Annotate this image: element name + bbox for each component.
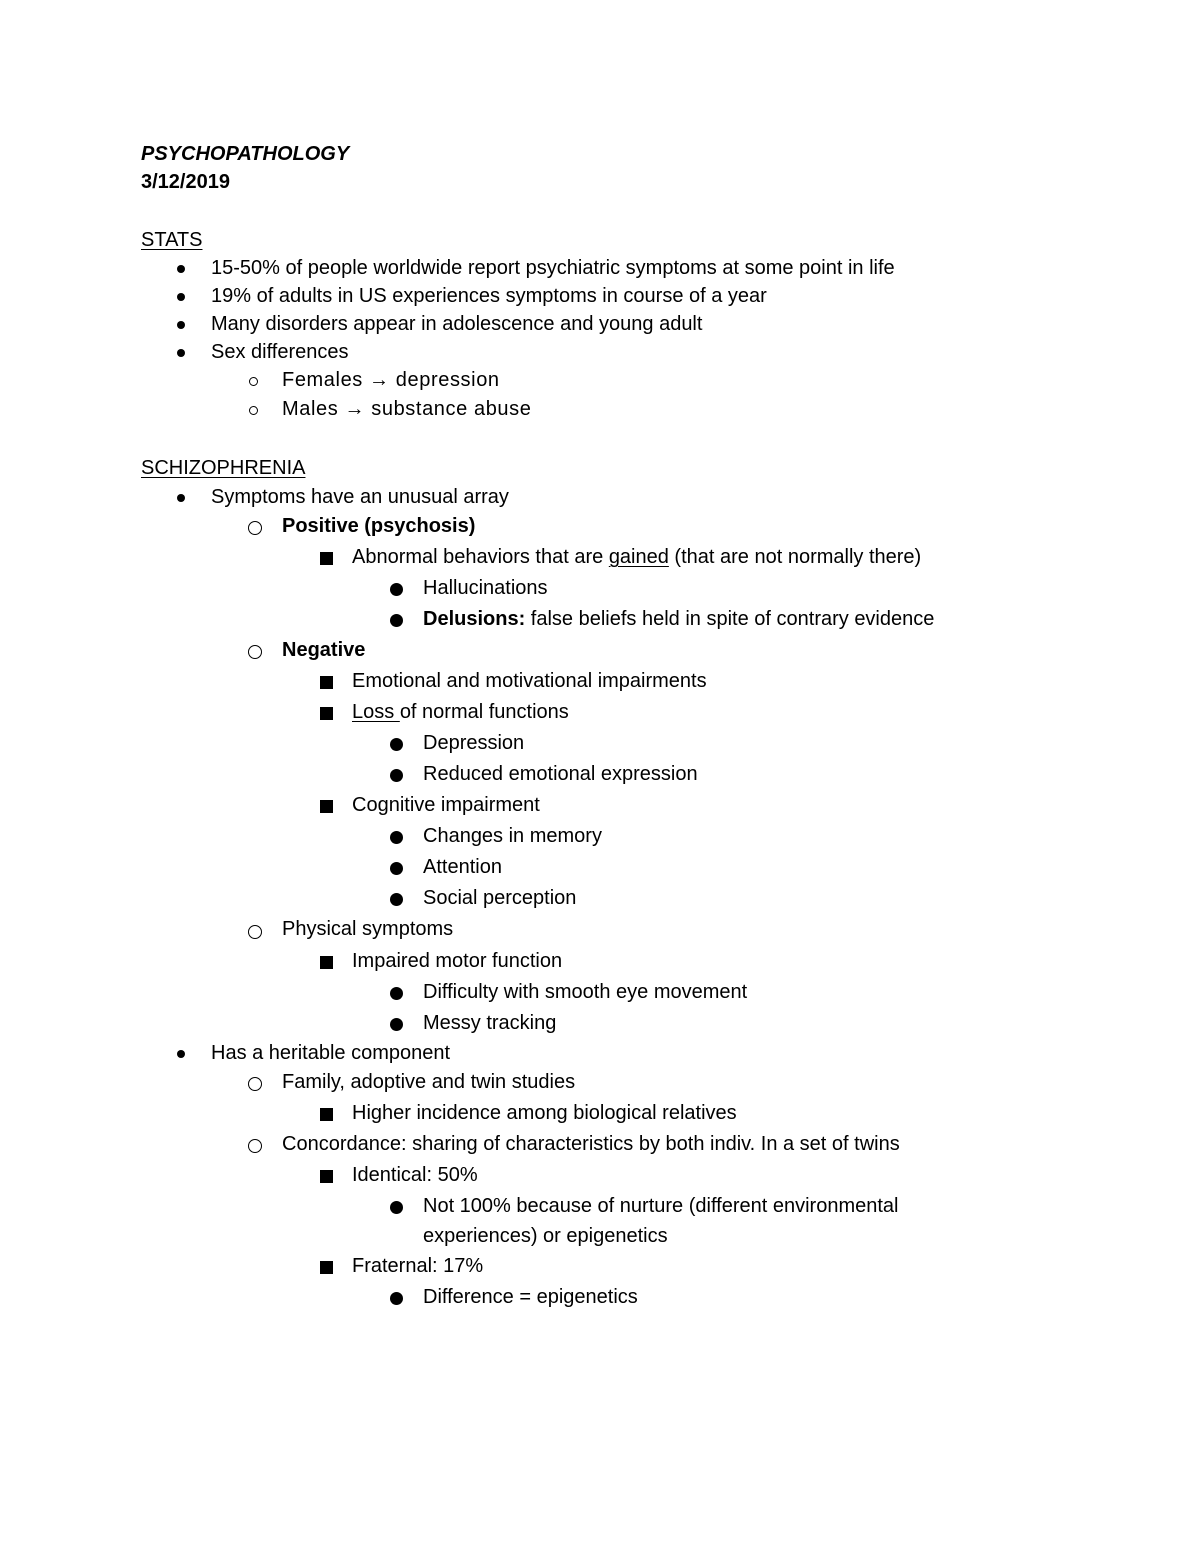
bullet-circle-icon — [248, 1077, 262, 1091]
list-item-positive: Positive (psychosis) — [282, 515, 476, 537]
list-item — [423, 608, 934, 631]
underlined-text: Loss — [352, 701, 400, 723]
text-segment: Abnormal behaviors that are — [352, 546, 609, 568]
bullet-circle-icon — [249, 377, 258, 386]
underlined-text: gained — [608, 546, 669, 568]
bullet-square-icon — [320, 800, 333, 813]
bullet-circle-icon — [249, 406, 258, 415]
text-segment: false beliefs held in spite of contrary evidence — [525, 608, 935, 630]
bullet-square-icon — [320, 1108, 333, 1121]
stats-subitem: Females → depression — [282, 369, 500, 391]
bullet-dot-icon — [390, 769, 403, 782]
list-item: Depression — [423, 732, 525, 754]
list-item — [352, 546, 921, 569]
stats-item: Many disorders appear in adolescence and young adult — [211, 313, 703, 335]
bullet-square-icon — [320, 676, 333, 689]
bullet-dot-icon — [177, 265, 185, 273]
stats-item: Sex differences — [211, 341, 349, 363]
bullet-dot-icon — [390, 862, 403, 875]
list-item: Messy tracking — [423, 1012, 557, 1034]
list-item: Hallucinations — [423, 577, 548, 599]
list-item: Impaired motor function — [352, 950, 563, 972]
document-title: PSYCHOPATHOLOGY — [141, 143, 350, 165]
bullet-square-icon — [320, 707, 333, 720]
bullet-dot-icon — [390, 1018, 403, 1031]
bullet-square-icon — [320, 1261, 333, 1274]
bullet-dot-icon — [390, 738, 403, 751]
list-item: Symptoms have an unusual array — [211, 486, 509, 508]
bullet-square-icon — [320, 552, 333, 565]
text-segment: (that are not normally there) — [668, 546, 922, 568]
list-item: Reduced emotional expression — [423, 763, 698, 785]
list-item: Social perception — [423, 887, 577, 909]
bullet-dot-icon — [390, 614, 403, 627]
stats-heading: STATS — [141, 229, 203, 251]
list-item: Difference = epigenetics — [423, 1286, 638, 1308]
bold-text: Delusions: — [423, 608, 526, 630]
list-item: Cognitive impairment — [352, 794, 540, 816]
list-item: Physical symptoms — [282, 918, 454, 940]
bullet-dot-icon — [177, 494, 185, 502]
list-item: Attention — [423, 856, 502, 878]
list-item: Not 100% because of nurture (different environmental — [423, 1195, 899, 1217]
bullet-square-icon — [320, 1170, 333, 1183]
bullet-square-icon — [320, 956, 333, 969]
bullet-dot-icon — [390, 831, 403, 844]
bullet-circle-icon — [248, 1139, 262, 1153]
bullet-dot-icon — [177, 349, 185, 357]
list-item: Has a heritable component — [211, 1042, 451, 1064]
list-item-continuation: experiences) or epigenetics — [423, 1225, 668, 1247]
list-item: Family, adoptive and twin studies — [282, 1071, 576, 1093]
document-date: 3/12/2019 — [141, 171, 230, 193]
text-segment: of normal functions — [399, 701, 569, 723]
bullet-dot-icon — [177, 321, 185, 329]
list-item — [352, 701, 569, 724]
bullet-circle-icon — [248, 521, 262, 535]
bullet-dot-icon — [390, 1292, 403, 1305]
list-item: Identical: 50% — [352, 1164, 478, 1186]
list-item: Emotional and motivational impairments — [352, 670, 707, 692]
bullet-circle-icon — [248, 645, 262, 659]
list-item: Higher incidence among biological relatives — [352, 1102, 737, 1124]
bullet-dot-icon — [177, 293, 185, 301]
bullet-dot-icon — [390, 583, 403, 596]
stats-item: 15-50% of people worldwide report psychiatric symptoms at some point in life — [211, 257, 895, 279]
list-item-negative: Negative — [282, 639, 366, 661]
list-item: Changes in memory — [423, 825, 602, 847]
list-item: Fraternal: 17% — [352, 1255, 484, 1277]
bullet-dot-icon — [390, 1201, 403, 1214]
list-item: Difficulty with smooth eye movement — [423, 981, 748, 1003]
stats-subitem: Males → substance abuse — [282, 398, 532, 420]
schizophrenia-heading: SCHIZOPHRENIA — [141, 457, 306, 479]
bullet-circle-icon — [248, 925, 262, 939]
bullet-dot-icon — [177, 1050, 185, 1058]
bullet-dot-icon — [390, 893, 403, 906]
bullet-dot-icon — [390, 987, 403, 1000]
list-item: Concordance: sharing of characteristics by both indiv. In a set of twins — [282, 1133, 900, 1155]
stats-item: 19% of adults in US experiences symptoms in course of a year — [211, 285, 767, 307]
